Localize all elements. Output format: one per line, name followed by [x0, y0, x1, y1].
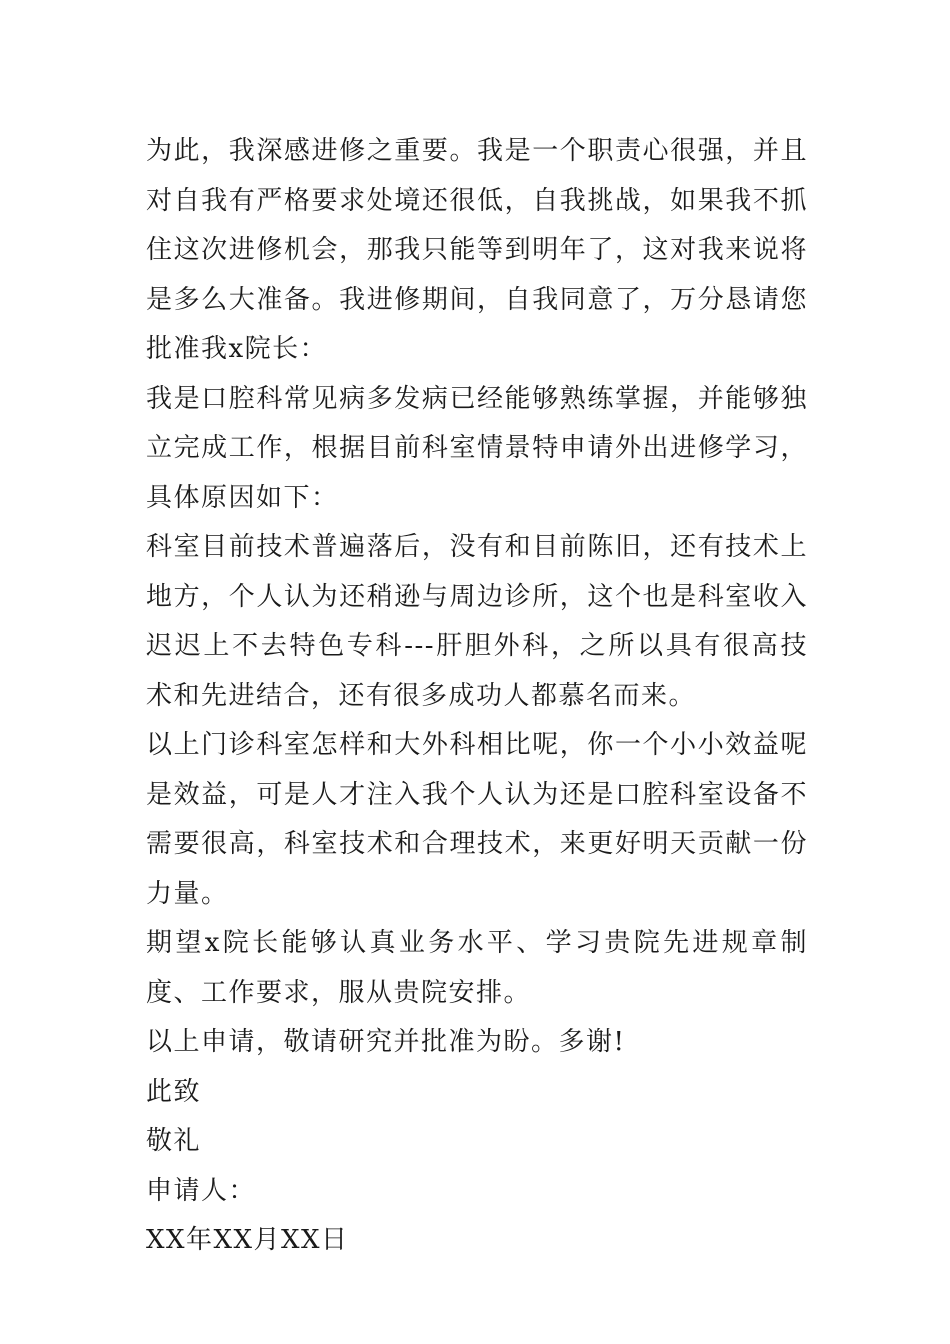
paragraph-hope: 期望x院长能够认真业务水平、学习贵院先进规章制度、工作要求，服从贵院安排。 — [146, 928, 808, 1008]
date-line: XX年XX月XX日 — [146, 1225, 349, 1255]
applicant-label: 申请人： — [146, 1175, 257, 1206]
letter-body — [146, 127, 808, 1266]
paragraph-comparison: 以上门诊科室怎样和大外科相比呢，你一个小小效益呢是效益，可是人才注入我个人认为还是口腔科室设备不需要很高，科室技术和合理技术，来更好明天贡献一份力量。 — [146, 730, 808, 909]
salutation-cizhi: 此致 — [146, 1076, 202, 1107]
paragraph-request-closing: 以上申请，敬请研究并批准为盼。多谢! — [146, 1027, 626, 1057]
salutation-jingli: 敬礼 — [146, 1126, 202, 1156]
paragraph-reason-intro: 为此，我深感进修之重要。我是一个职责心很强，并且对自我有严格要求处境还很低，自我挑战，如果我不抓住这次进修机会，那我只能等到明年了，这对我来说将是多么大准备。我进修期间，自我同意了，万分恳请您批准我x院长： — [146, 136, 808, 364]
paragraph-department-status: 科室目前技术普遍落后，没有和目前陈旧，还有技术上地方，个人认为还稍逊与周边诊所，这个也是科室收入迟迟上不去特色专科---肝胆外科，之所以具有很高技术和先进结合，还有很多成功人都慕名而来。 — [146, 532, 808, 711]
paragraph-skill-statement: 我是口腔科常见病多发病已经能够熟练掌握，并能够独立完成工作，根据目前科室情景特申请外出进修学习，具体原因如下： — [146, 383, 808, 513]
